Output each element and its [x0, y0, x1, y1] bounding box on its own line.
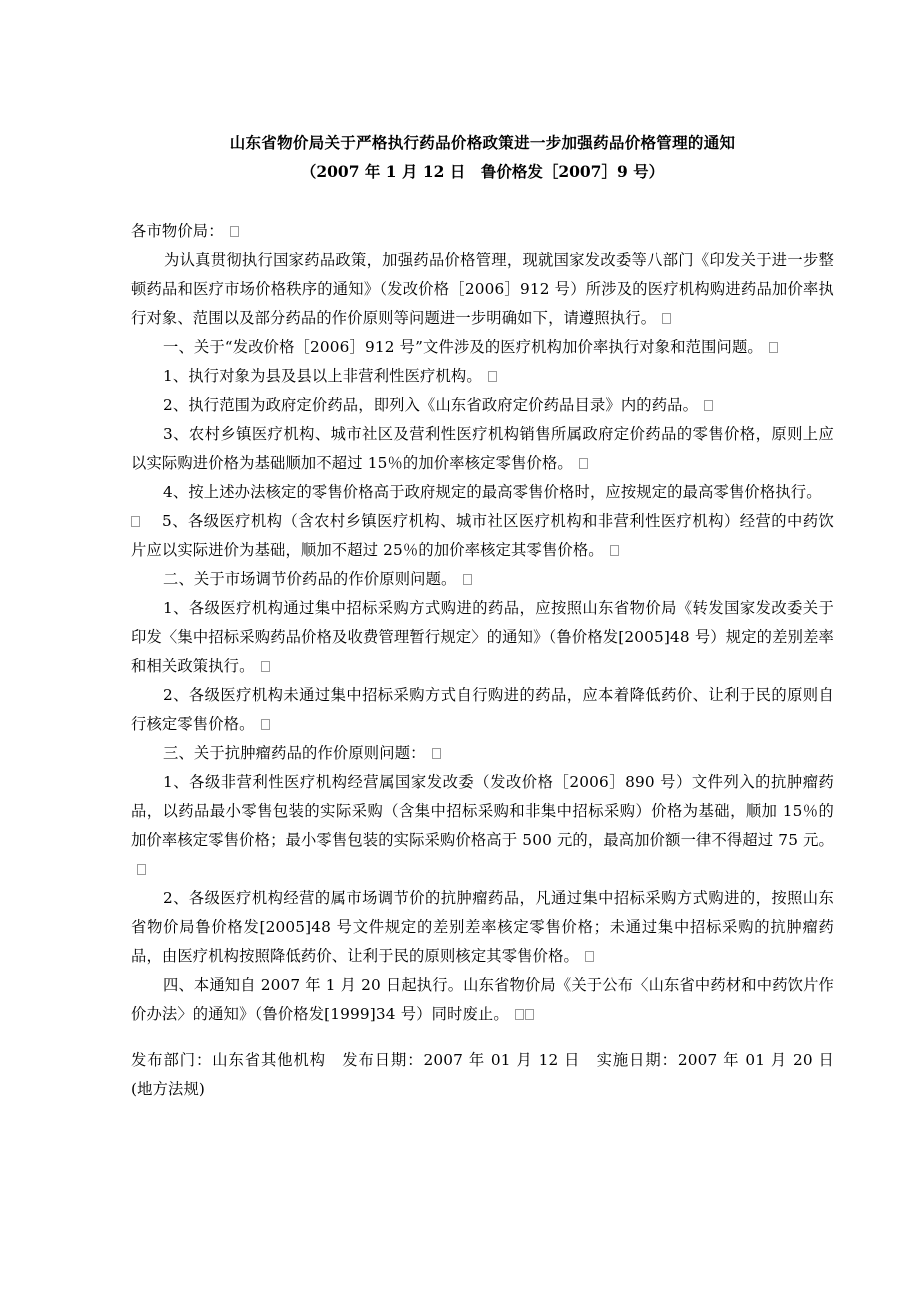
section-1-item-5: 5、各级医疗机构（含农村乡镇医疗机构、城市社区医疗机构和非营利性医疗机构）经营的中药饮片应以实际进价为基础，顺加不超过 25％的加价率核定其零售价格。 [131, 512, 834, 559]
section-3-item-2: 2、各级医疗机构经营的属市场调节价的抗肿瘤药品，凡通过集中招标采购方式购进的，按照山东省物价局鲁价格发[2005]48 号文件规定的差别差率核定零售价格；未通过集中招标采购的抗肿瘤药品，由医疗机构按照降低药价、让利于民的原则核定其零售价格。 [131, 889, 834, 965]
section-1-item-2: 2、执行范围为政府定价药品，即列入《山东省政府定价药品目录》内的药品。 [131, 391, 834, 420]
missing-glyph-icon [662, 313, 671, 324]
section-1-item-4: 4、按上述办法核定的零售价格高于政府规定的最高零售价格时，应按规定的最高零售价格执行。 [163, 483, 822, 501]
section-heading-4: 四、本通知自 2007 年 1 月 20 日起执行。山东省物价局《关于公布〈山东省中药材和中药饮片作价办法〉的通知》（鲁价格发[1999]34 号）同时废止。 [131, 976, 834, 1023]
missing-glyph-icon [463, 574, 472, 585]
missing-glyph-icon [704, 400, 713, 411]
paragraph-intro: 为认真贯彻执行国家药品政策，加强药品价格管理，现就国家发改委等八部门《印发关于进一步整顿药品和医疗市场价格秩序的通知》（发改价格［2006］912 号）所涉及的医疗机构购进药品加价率执行对象、范围以及部分药品的作价原则等问题进一步明确如下，请遵照执行。 [131, 251, 834, 327]
missing-glyph-icon [525, 1009, 534, 1020]
section-heading-1: 一、关于“发改价格［2006］912 号”文件涉及的医疗机构加价率执行对象和范围问题。 [131, 333, 834, 362]
missing-glyph-icon [610, 545, 619, 556]
missing-glyph-icon [579, 458, 588, 469]
missing-glyph-icon [261, 719, 270, 730]
missing-glyph-icon [515, 1009, 524, 1020]
document-page [131, 128, 850, 1104]
missing-glyph-icon [769, 342, 778, 353]
salutation: 各市物价局： [131, 217, 834, 246]
section-heading-2: 二、关于市场调节价药品的作价原则问题。 [131, 565, 834, 594]
missing-glyph-icon [432, 748, 441, 759]
missing-glyph-icon [488, 371, 497, 382]
missing-glyph-icon [137, 864, 146, 875]
missing-glyph-icon [585, 951, 594, 962]
document-footer: 发布部门：山东省其他机构 发布日期：2007 年 01 月 12 日 实施日期：2007 年 01 月 20 日 (地方法规) [131, 1051, 850, 1098]
section-3-item-1: 1、各级非营利性医疗机构经营属国家发改委（发改价格［2006］890 号）文件列入的抗肿瘤药品，以药品最小零售包装的实际采购（含集中招标采购和非集中招标采购）价格为基础，顺加 15％的加价率核定零售价格；最小零售包装的实际采购价格高于 500 元的，最高加价额一律不得超过 75 元。 [131, 768, 834, 884]
missing-glyph-icon [261, 661, 270, 672]
document-title: 山东省物价局关于严格执行药品价格政策进一步加强药品价格管理的通知 [229, 133, 736, 152]
document-subtitle: （2007 年 1 月 12 日 鲁价格发［2007］9 号） [300, 162, 665, 181]
section-1-item-1: 1、执行对象为县及县以上非营利性医疗机构。 [131, 362, 834, 391]
missing-glyph-icon [230, 226, 239, 237]
section-heading-3: 三、关于抗肿瘤药品的作价原则问题： [131, 739, 834, 768]
missing-glyph-icon [131, 516, 140, 527]
section-1-item-3: 3、农村乡镇医疗机构、城市社区及营利性医疗机构销售所属政府定价药品的零售价格，原则上应以实际购进价格为基础顺加不超过 15％的加价率核定零售价格。 [131, 425, 834, 472]
section-2-item-1: 1、各级医疗机构通过集中招标采购方式购进的药品，应按照山东省物价局《转发国家发改委关于印发〈集中招标采购药品价格及收费管理暂行规定〉的通知》（鲁价格发[2005]48 号）规定的差别差率和相关政策执行。 [131, 599, 834, 675]
section-2-item-2: 2、各级医疗机构未通过集中招标采购方式自行购进的药品，应本着降低药价、让利于民的原则自行核定零售价格。 [131, 686, 834, 733]
